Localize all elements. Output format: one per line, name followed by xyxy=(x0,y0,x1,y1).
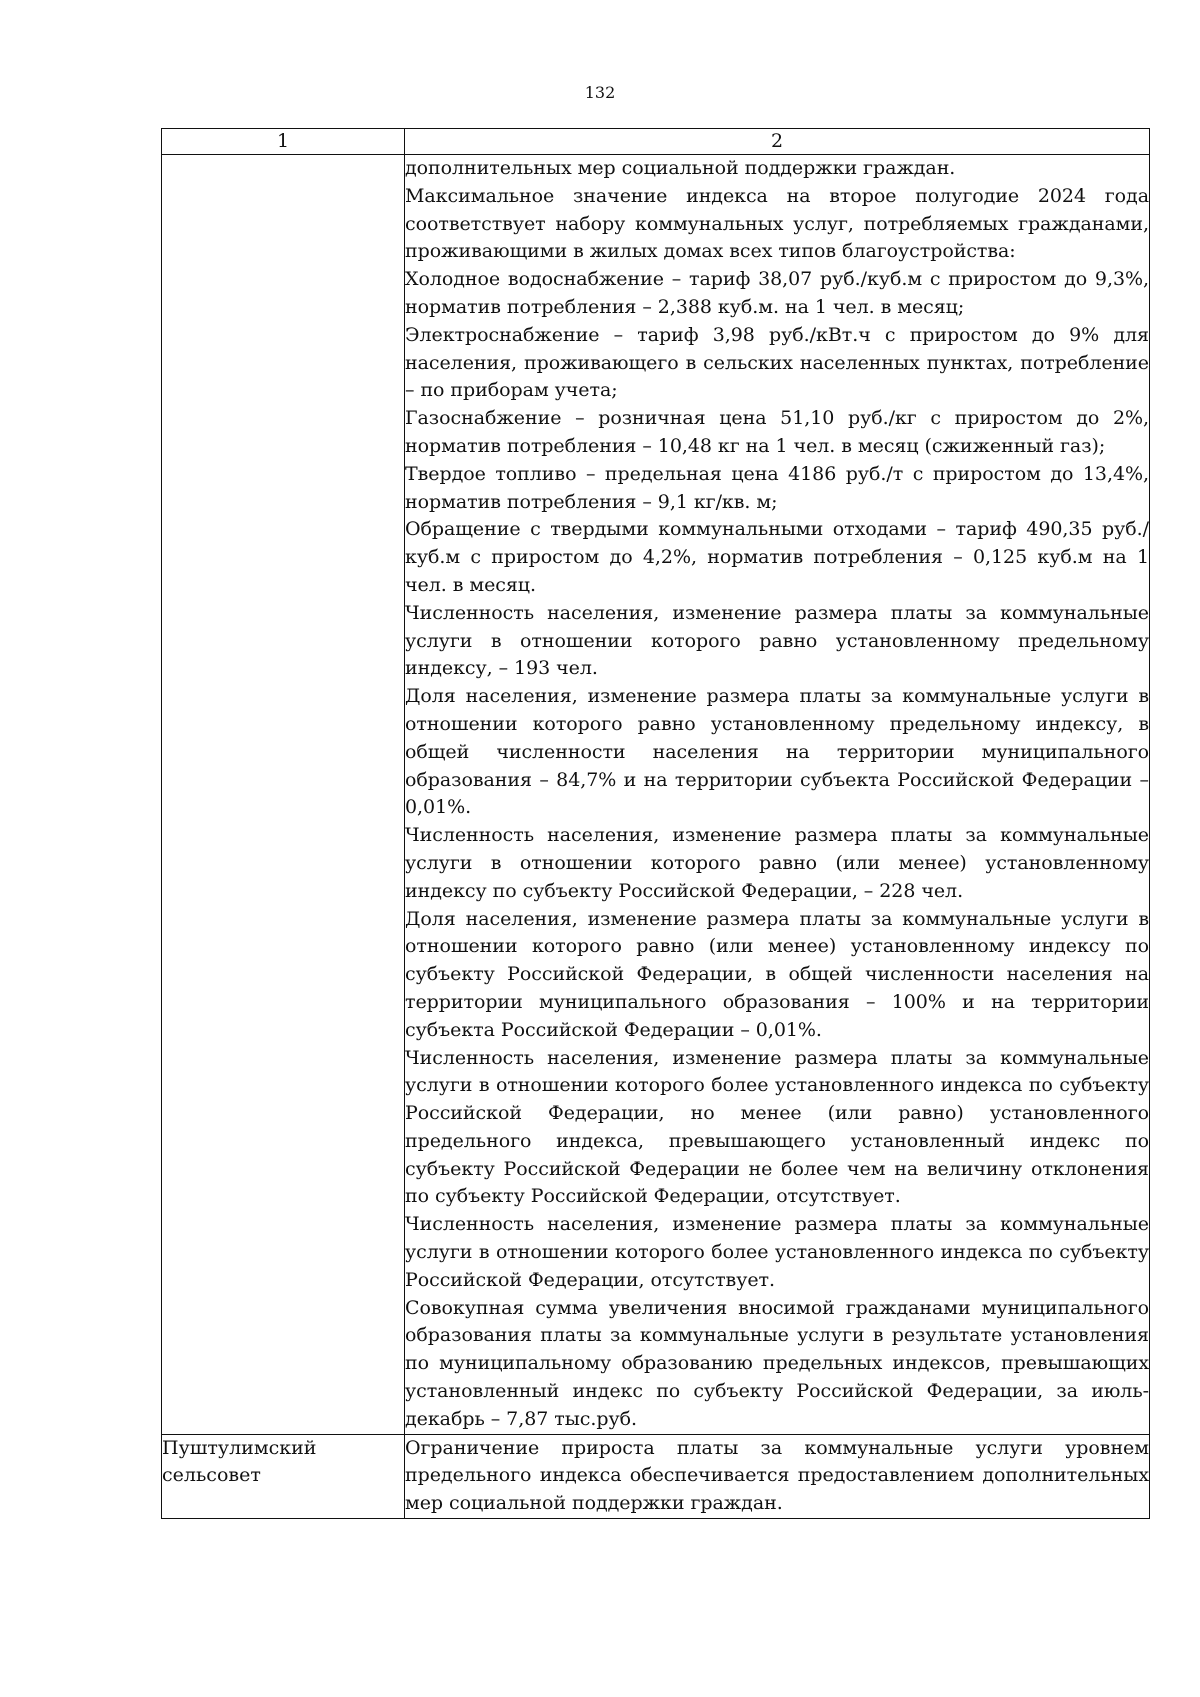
description-paragraph: Доля населения, изменение размера платы за коммунальные услуги в отношении которого равно (или менее) установленному индексу по субъекту Российской Федерации, в общей численности населения на территории муниципального образования – 100% и на территории субъекта Российской Федерации – 0,01%. xyxy=(405,907,1149,1041)
description-paragraph: Газоснабжение – розничная цена 51,10 руб./кг с приростом до 2%, норматив потребления – 10,48 кг на 1 чел. в месяц (сжиженный газ); xyxy=(405,407,1149,457)
description-paragraph: Численность населения, изменение размера платы за коммунальные услуги в отношении которого более установленного индекса по субъекту Российской Федерации, отсутствует. xyxy=(405,1213,1149,1291)
description-paragraph: Ограничение прироста платы за коммунальные услуги уровнем предельного индекса обеспечивается предоставлением дополнительных мер социальной поддержки граждан. xyxy=(405,1436,1149,1515)
description-paragraph: Электроснабжение – тариф 3,98 руб./кВт.ч с приростом до 9% для населения, проживающего в сельских населенных пунктах, потребление – по приборам учета; xyxy=(405,323,1149,402)
description-paragraph: Максимальное значение индекса на второе полугодие 2024 года соответствует набору коммунальных услуг, потребляемых гражданами, проживающими в жилых домах всех типов благоустройства: xyxy=(405,184,1149,263)
municipality-name-line: сельсовет xyxy=(162,1464,261,1487)
table-row xyxy=(162,155,1150,1435)
column-header-1: 1 xyxy=(162,129,405,155)
table-body xyxy=(162,155,1150,1519)
description-paragraph: Численность населения, изменение размера платы за коммунальные услуги в отношении которого равно (или менее) установленному индексу по субъекту Российской Федерации, – 228 чел. xyxy=(405,824,1149,902)
description-cell xyxy=(405,155,1150,1435)
column-header-2: 2 xyxy=(405,129,1150,155)
table-row xyxy=(162,1434,1150,1518)
description-paragraph: дополнительных мер социальной поддержки граждан. xyxy=(405,157,956,179)
page-number: 132 xyxy=(584,83,616,102)
description-paragraph: Численность населения, изменение размера платы за коммунальные услуги в отношении которого более установленного индекса по субъекту Российской Федерации, но менее (или равно) установленного предельного индекса, превышающего установленный индекс по субъекту Российской Федерации не более чем на величину отклонения по субъекту Российской Федерации, отсутствует. xyxy=(405,1046,1149,1208)
table-header-row xyxy=(162,129,1150,155)
municipality-cell xyxy=(162,1434,405,1518)
description-paragraph: Обращение с твердыми коммунальными отходами – тариф 490,35 руб./куб.м с приростом до 4,2%, норматив потребления – 0,125 куб.м на 1 чел. в месяц. xyxy=(405,518,1149,596)
description-paragraph: Твердое топливо – предельная цена 4186 руб./т с приростом до 13,4%, норматив потребления – 9,1 кг/кв. м; xyxy=(405,462,1149,513)
description-paragraph: Доля населения, изменение размера платы за коммунальные услуги в отношении которого равно установленному предельному индексу, в общей численности населения на территории муниципального образования – 84,7% и на территории субъекта Российской Федерации – 0,01%. xyxy=(405,685,1149,819)
description-paragraph: Совокупная сумма увеличения вносимой гражданами муниципального образования платы за коммунальные услуги в результате установления по муниципальному образованию предельных индексов, превышающих установленный индекс по субъекту Российской Федерации, за июль-декабрь – 7,87 тыс.руб. xyxy=(405,1296,1149,1430)
description-paragraph: Холодное водоснабжение – тариф 38,07 руб./куб.м с приростом до 9,3%, норматив потребления – 2,388 куб.м. на 1 чел. в месяц; xyxy=(405,268,1149,318)
municipality-name-line: Пуштулимский xyxy=(162,1436,317,1459)
description-paragraph: Численность населения, изменение размера платы за коммунальные услуги в отношении которого равно установленному предельному индексу, – 193 чел. xyxy=(405,601,1149,680)
municipality-cell xyxy=(162,155,405,1435)
description-cell xyxy=(405,1434,1150,1518)
document-table xyxy=(161,128,1150,1519)
